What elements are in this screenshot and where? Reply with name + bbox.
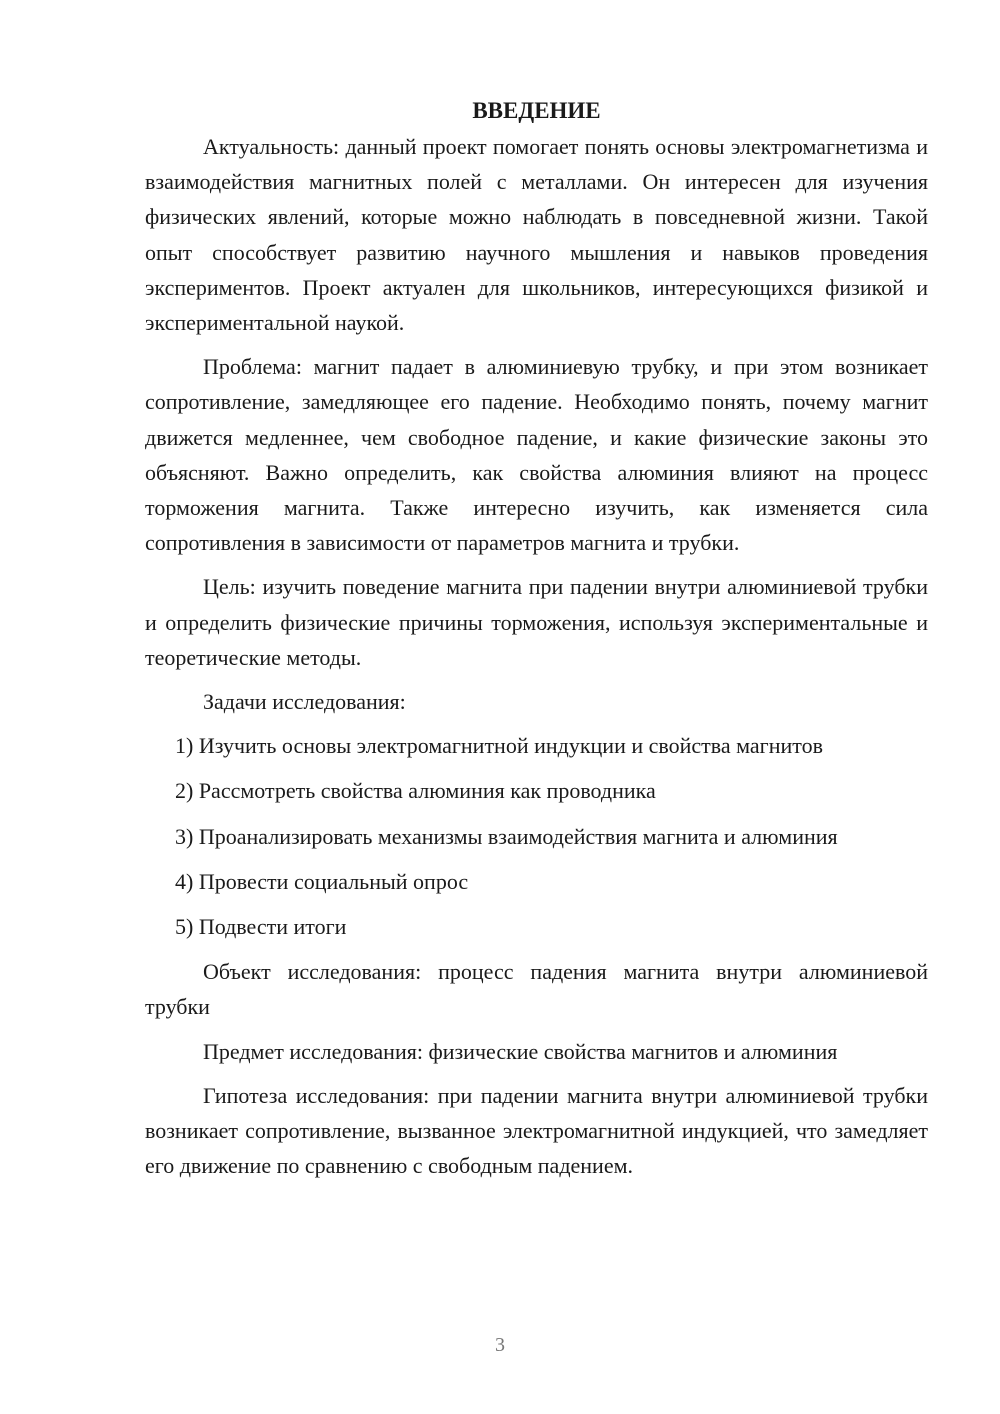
section-heading: ВВЕДЕНИЕ [472, 98, 601, 123]
task-item-3: 3) Проанализировать механизмы взаимодействия магнита и алюминия [175, 823, 838, 849]
task-item-5: 5) Подвести итоги [175, 914, 347, 940]
task-item-4: 4) Провести социальный опрос [175, 868, 469, 894]
tasks-list [145, 728, 928, 944]
task-item-2: 2) Рассмотреть свойства алюминия как проводника [175, 778, 656, 804]
goal-paragraph: Цель: изучить поведение магнита при падении внутри алюминиевой трубки и определить физические причины торможения, используя экспериментальные и теоретические методы. [145, 574, 928, 670]
object-paragraph: Объект исследования: процесс падения магнита внутри алюминиевой трубки [145, 959, 928, 1020]
tasks-title: Задачи исследования: [203, 689, 406, 715]
relevance-paragraph: Актуальность: данный проект помогает понять основы электромагнетизма и взаимодействия магнитных полей с металлами. Он интересен для изучения физических явлений, которые можно наблюдать в повседневной жизни. Такой опыт способствует развитию научного мышления и навыков проведения экспериментов. Проект актуален для школьников, интересующихся физикой и экспериментальной наукой. [145, 134, 928, 336]
page-number: 3 [495, 1334, 505, 1356]
subject-paragraph: Предмет исследования: физические свойства магнитов и алюминия [203, 1038, 838, 1064]
task-item-1: 1) Изучить основы электромагнитной индукции и свойства магнитов [175, 733, 823, 759]
document-page [145, 95, 928, 1183]
hypothesis-paragraph: Гипотеза исследования: при падении магнита внутри алюминиевой трубки возникает сопротивление, вызванное электромагнитной индукцией, что замедляет его движение по сравнению с свободным падением. [145, 1082, 928, 1179]
problem-paragraph: Проблема: магнит падает в алюминиевую трубку, и при этом возникает сопротивление, замедляющее его падение. Необходимо понять, почему магнит движется медленнее, чем свободное падение, и какие физические законы это объясняют. Важно определить, как свойства алюминия влияют на процесс торможения магнита. Также интересно изучить, как изменяется сила сопротивления в зависимости от параметров магнита и трубки. [145, 354, 928, 556]
